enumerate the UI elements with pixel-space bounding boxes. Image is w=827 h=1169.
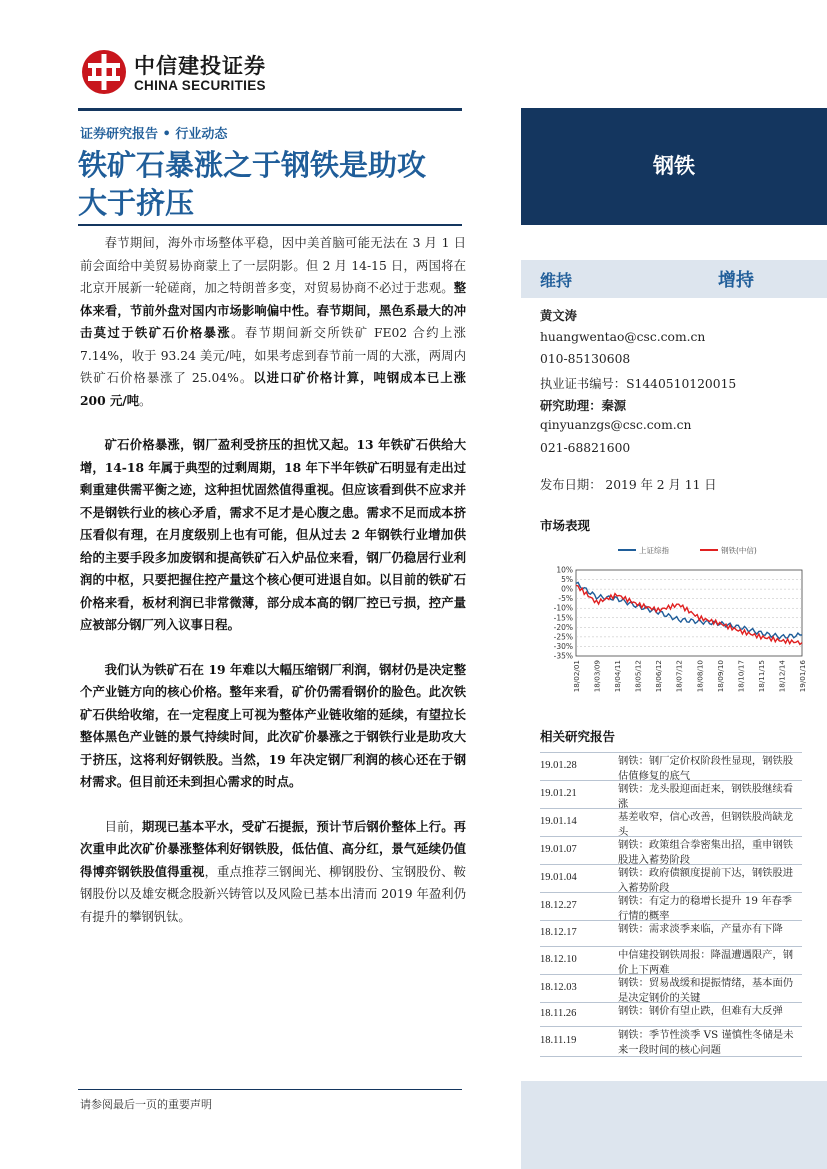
related-report-date: 18.11.26 [540, 1008, 577, 1019]
market-chart [540, 538, 812, 708]
publish-date: 发布日期： 2019 年 2 月 11 日 [540, 478, 717, 492]
x-tick-label: 18/11/15 [756, 660, 766, 693]
related-report-title[interactable]: 钢铁：钢厂定价权阶段性显现，钢铁股估值修复的底气 [618, 755, 794, 782]
logo-chinese-name: 中信建投证券 [134, 54, 266, 78]
related-report-date: 19.01.21 [540, 788, 577, 799]
related-report-item[interactable] [540, 808, 802, 837]
related-report-title[interactable]: 钢铁：需求淡季来临，产量亦有下降 [618, 923, 783, 935]
x-tick-label: 18/03/09 [592, 660, 602, 693]
related-report-item[interactable] [540, 864, 802, 893]
series-line [576, 585, 802, 644]
related-report-title[interactable]: 钢铁：有定力的稳增长提升 19 年春季行情的概率 [618, 895, 793, 922]
related-report-title[interactable]: 钢铁：政策组合拳密集出招，重申钢铁股进入蓄势阶段 [618, 839, 794, 866]
related-report-title[interactable]: 钢铁：龙头股迎面赶来，钢铁股继续看涨 [618, 783, 794, 810]
y-tick-label: -15% [553, 613, 573, 623]
y-tick-label: -5% [558, 594, 573, 604]
related-report-date: 19.01.07 [540, 844, 577, 855]
paragraph-2: 矿石价格暴涨，钢厂盈利受挤压的担忧又起。13 年铁矿石供给大增，14-18 年属于典型的过剩周期，18 年下半年铁矿石明显有走出过剩重建供需平衡之迹，这种担忧固然值得重视。但应该看到供不应求并不是钢铁行业的核心矛盾，需求不足才是心腹之患。需求不足而成本挤压看似有理，在月度级别上也有可能，但从过去 2 年钢铁行业增加供给的主要手段多加废钢和提高铁矿石入炉品位来看，钢厂仍稳居行业利润的中枢，只要把握住控产量这个核心便可进退自如。以目前的铁矿石价格来看，板材利润已非常微薄，部分成本高的钢厂控已亏损，控产量应被部分钢厂列入议事日程。 [80, 437, 466, 632]
sector-banner [521, 108, 827, 225]
logo-english-name: CHINA SECURITIES [134, 78, 266, 93]
x-tick-label: 18/12/14 [777, 660, 787, 693]
bottom-strip [521, 1081, 827, 1169]
related-report-title[interactable]: 中信建投钢铁周报：降温遭遇限产，钢价上下两难 [618, 949, 794, 976]
related-report-item[interactable] [540, 892, 802, 921]
x-tick-label: 18/06/12 [654, 660, 664, 693]
title-line-2: 大于挤压 [78, 186, 195, 220]
title-rule [78, 224, 462, 226]
report-type: 证券研究报告 • 行业动态 [80, 127, 228, 142]
market-title: 市场表现 [540, 518, 591, 533]
related-report-item[interactable] [540, 920, 802, 947]
rating-maintain: 维持 [540, 271, 573, 290]
y-tick-label: -10% [553, 603, 573, 613]
x-tick-label: 18/09/10 [715, 660, 725, 693]
x-tick-label: 18/07/12 [674, 660, 684, 693]
analyst-name: 黄文涛 [540, 309, 577, 323]
related-report-item[interactable] [540, 752, 802, 781]
related-report-date: 18.12.17 [540, 927, 577, 938]
related-report-title[interactable]: 钢铁：季节性淡季 VS 谨慎性冬储是未来一段时间的核心问题 [618, 1029, 794, 1056]
assistant-email: qinyuanzgs@csc.com.cn [540, 418, 692, 432]
related-report-date: 18.11.19 [540, 1035, 577, 1046]
report-title [78, 146, 518, 222]
related-report-item[interactable] [540, 974, 802, 1003]
related-report-date: 19.01.14 [540, 816, 577, 827]
x-tick-label: 18/05/12 [633, 660, 643, 693]
company-logo-icon [80, 48, 128, 96]
header-rule [78, 108, 462, 111]
paragraph-3: 我们认为铁矿石在 19 年难以大幅压缩钢厂利润，钢材仍是决定整个产业链方向的核心价格。整年来看，矿价仍需看钢价的脸色。此次铁矿石供给收缩，在一定程度上可视为整体产业链收缩的延续，有望拉长整体黑色产业链的景气持续时间，此次矿价暴涨之于钢铁行业是助攻大于挤压，这将利好钢铁股。当然，19 年决定钢厂利润的核心还在于钢材需求。但目前还未到担心需求的时点。 [80, 661, 466, 789]
related-report-date: 18.12.03 [540, 982, 577, 993]
related-report-item[interactable] [540, 836, 802, 865]
sector-label: 钢铁 [653, 154, 695, 178]
assistant-name: 研究助理：秦源 [540, 399, 627, 413]
related-report-title[interactable]: 钢铁：钢价有望止跌，但难有大反弹 [618, 1005, 783, 1017]
title-line-1: 铁矿石暴涨之于钢铁是助攻 [78, 148, 427, 182]
y-tick-label: -30% [553, 641, 573, 651]
related-report-title[interactable]: 基差收窄，信心改善，但钢铁股尚缺龙头 [618, 811, 794, 838]
rating-value: 增持 [718, 270, 754, 291]
assistant-phone: 021-68821600 [540, 441, 631, 455]
analyst-email: huangwentao@csc.com.cn [540, 330, 706, 344]
related-report-item[interactable] [540, 946, 802, 975]
y-tick-label: 0% [561, 584, 573, 594]
x-tick-label: 18/04/11 [613, 660, 623, 693]
body-text [80, 232, 466, 950]
y-tick-label: 10% [556, 565, 573, 575]
series-line [576, 582, 802, 638]
footer-rule [78, 1089, 462, 1090]
related-report-item[interactable] [540, 780, 802, 809]
related-report-item[interactable] [540, 1002, 802, 1027]
analyst-phone: 010-85130608 [540, 352, 631, 366]
legend-label: 钢铁(中信) [721, 546, 757, 555]
related-report-date: 18.12.10 [540, 954, 577, 965]
y-tick-label: 5% [561, 575, 573, 585]
related-report-date: 19.01.28 [540, 760, 577, 771]
related-report-date: 19.01.04 [540, 872, 577, 883]
related-report-item[interactable] [540, 1026, 802, 1057]
y-tick-label: -35% [553, 651, 573, 661]
related-list-bottom-rule [540, 1056, 802, 1057]
related-report-title[interactable]: 钢铁：贸易战缓和提振情绪，基本面仍是决定钢价的关键 [618, 977, 794, 1004]
related-report-date: 18.12.27 [540, 900, 577, 911]
paragraph-1: 春节期间，海外市场整体平稳，因中美首脑可能无法在 3 月 1 日前会面给中美贸易协商蒙上了一层阴影。但 2 月 14-15 日，两国将在北京开展新一轮磋商，加之特朗普多变，对贸易协商不必过于悲观。整体来看，节前外盘对国内市场影响偏中性。春节期间，黑色系最大的冲击莫过于铁矿石价格暴涨。春节期间新交所铁矿 FE02 合约上涨 7.14%，收于 93.24 美元/吨，如果考虑到春节前一周的大涨，两周内铁矿石价格暴涨了 25.04%。以进口矿价格计算，吨钢成本已上涨 200 元/吨。 [80, 236, 466, 408]
y-tick-label: -25% [553, 632, 573, 642]
x-tick-label: 19/01/16 [798, 660, 807, 693]
analyst-cert: 执业证书编号：S1440510120015 [540, 377, 737, 391]
related-report-title[interactable]: 钢铁：政府债额度提前下达，钢铁股进入蓄势阶段 [618, 867, 794, 894]
paragraph-4: 目前，期现已基本平水，受矿石提振，预计节后钢价整体上行。再次重申此次矿价暴涨整体利好钢铁股，低估值、高分红，景气延续仍值得博弈钢铁股值得重视，重点推荐三钢闽光、柳钢股份、宝钢股份、鞍钢股份以及雄安概念股新兴铸管以及风险已基本出清而 2019 年盈利仍有提升的攀钢钒钛。 [80, 818, 466, 924]
x-tick-label: 18/10/17 [736, 660, 746, 693]
y-tick-label: -20% [553, 622, 573, 632]
x-tick-label: 18/02/01 [572, 660, 581, 693]
x-tick-label: 18/08/10 [695, 660, 705, 693]
footer-disclaimer: 请参阅最后一页的重要声明 [80, 1098, 212, 1111]
related-title: 相关研究报告 [540, 729, 616, 744]
legend-label: 上证综指 [639, 546, 669, 555]
